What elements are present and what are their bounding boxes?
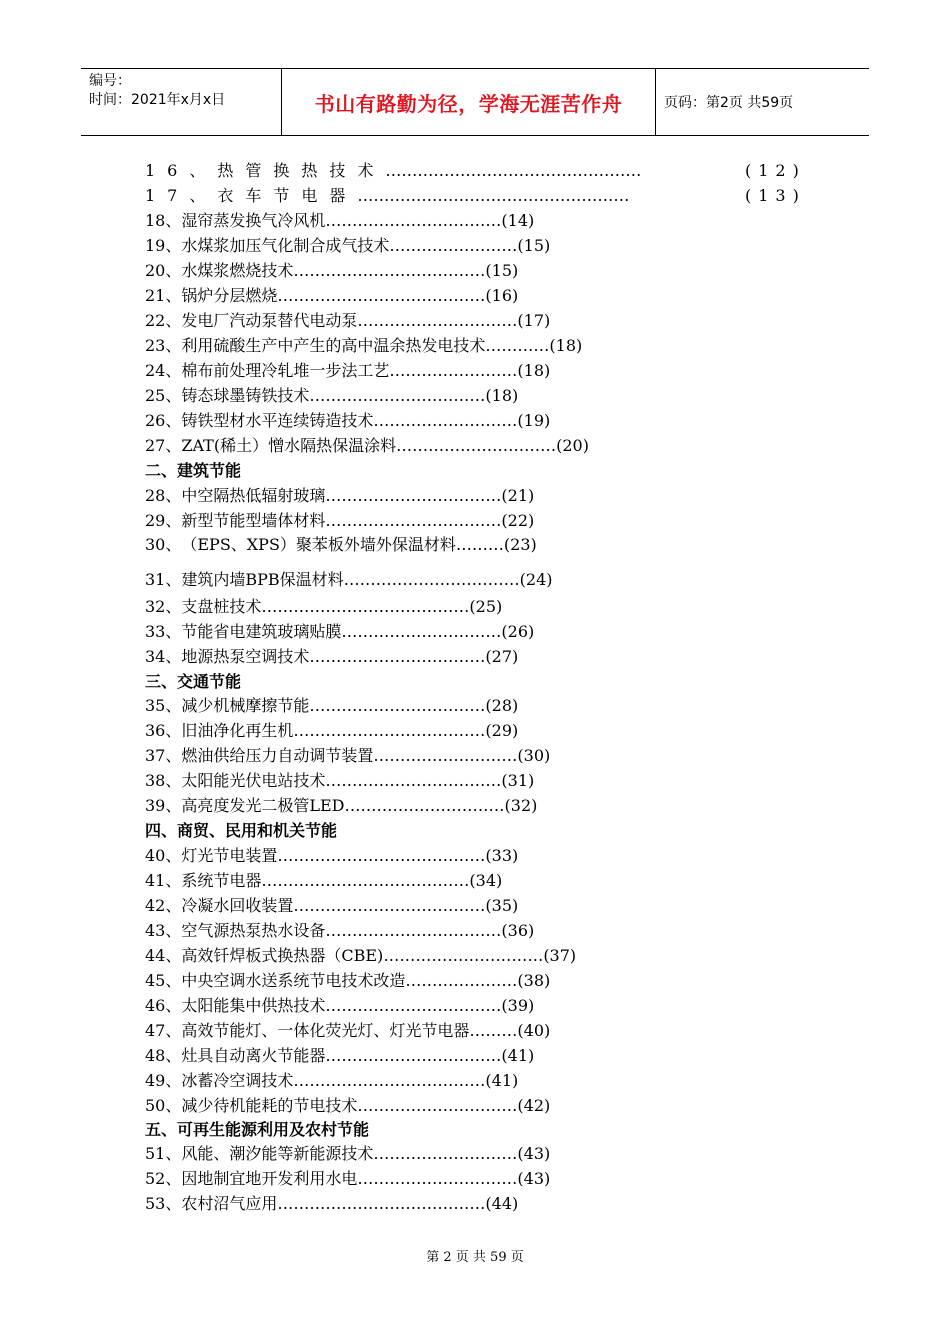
toc-entry-page: (38) [517,971,551,990]
toc-entry-number: 19、 [145,236,182,255]
toc-entry-leader: …………………………… [325,996,502,1015]
toc-entry-page: (41) [485,1071,519,1090]
toc-entry-number: 44、 [145,946,182,965]
toc-entry-leader: ……………………… [373,1144,518,1163]
toc-entry-leader: …………………………… [325,1046,502,1065]
toc-entry[interactable] [145,310,550,332]
toc-entry-leader: ……………………………… [293,1071,486,1090]
toc-entry[interactable] [145,695,518,717]
toc-entry-title: 中空隔热低辐射玻璃 [181,486,326,505]
toc-entry-leader: ………………… [405,971,518,990]
toc-entry-page: (17) [517,311,551,330]
toc-entry[interactable] [145,210,534,232]
toc-entry-leader: ………………………… [357,311,518,330]
toc-entry-leader: ……………………………… [293,261,486,280]
toc-entry-title: 因地制宜地开发利用水电 [181,1169,358,1188]
toc-entry-page: (41) [501,1046,535,1065]
toc-entry[interactable] [145,435,589,457]
toc-entry-title: 减少待机能耗的节电技术 [181,1096,358,1115]
toc-entry-number: 52、 [145,1169,182,1188]
toc-entry-title: 热管换热技术 [217,161,386,180]
toc-entry-title: 灯光节电装置 [181,846,278,865]
toc-entry-leader: ……………………… [373,411,518,430]
toc-entry-leader: ………………………… [396,436,557,455]
toc-entry-page: (15) [517,236,551,255]
toc-entry-leader: ………………………………… [261,871,470,890]
toc-entry[interactable] [145,360,550,382]
toc-entry-leader: …………………………… [309,386,486,405]
toc-section-heading: 四、商贸、民用和机关节能 [145,821,338,840]
toc-entry[interactable] [145,1143,550,1165]
toc-entry-number: 31、 [145,570,182,589]
toc-entry[interactable] [145,510,534,532]
toc-entry-number: 17、 [145,186,218,205]
toc-entry-leader: ……… [455,535,504,554]
page-footer: 第 2 页 共 59 页 [426,1250,524,1265]
toc-entry-page: (30) [517,746,551,765]
toc-entry-page: (33) [485,846,519,865]
toc-entry-page: (20) [556,436,589,455]
toc-entry-title: 节能省电建筑玻璃贴膜 [181,622,342,641]
toc-entry-page: (18) [549,336,583,355]
toc-entry-leader: ………………………………… [277,1194,486,1213]
toc-entry-leader: ……………………………… [293,896,486,915]
toc-entry-number: 18、 [145,211,182,230]
toc-entry-title: 建筑内墙BPB保温材料 [181,570,344,589]
toc-entry-page: (42) [517,1096,551,1115]
toc-entry-number: 27、 [145,436,182,455]
toc-entry-number: 22、 [145,311,182,330]
toc-entry[interactable] [145,795,537,817]
toc-entry-page: (22) [501,511,535,530]
toc-entry-title: 发电厂汽动泵替代电动泵 [181,311,358,330]
toc-entry[interactable] [145,995,534,1017]
toc-entry-page: (18) [517,361,551,380]
toc-entry-title: 铸铁型材水平连续铸造技术 [181,411,374,430]
toc-entry[interactable] [145,895,518,917]
toc-entry-title: 新型节能型墙体材料 [181,511,326,530]
toc-entry-title: 冰蓄冷空调技术 [181,1071,294,1090]
toc-entry-title: 衣车节电器 [217,186,358,205]
toc-entry-leader: ……………………… [373,746,518,765]
toc-entry-leader: ………………………………… [277,846,486,865]
toc-entry-title: 太阳能集中供热技术 [181,996,326,1015]
toc-entry-leader: …………………… [389,361,518,380]
toc-entry-number: 25、 [145,386,182,405]
toc-entry-leader: ………………………… [383,946,544,965]
toc-entry[interactable] [145,1045,534,1067]
toc-entry-number: 51、 [145,1144,182,1163]
toc-entry-number: 26、 [145,411,182,430]
toc-entry[interactable] [145,945,576,967]
toc-entry-title: 铸态球墨铸铁技术 [181,386,310,405]
toc-entry-number: 21、 [145,286,182,305]
toc-entry[interactable] [145,335,582,357]
toc-entry-title: 锅炉分层燃烧 [181,286,278,305]
toc-entry-page: (36) [501,921,535,940]
toc-entry-number: 32、 [145,597,182,616]
toc-entry-page: (28) [485,696,519,715]
toc-entry-number: 45、 [145,971,182,990]
toc-entry-title: 棉布前处理冷轧堆一步法工艺 [181,361,390,380]
number-label: 编号： [89,73,131,89]
toc-entry-leader: ………………………… [357,1096,518,1115]
toc-entry[interactable] [145,485,534,507]
toc-entry-number: 29、 [145,511,182,530]
toc-entry-page: (37) [543,946,577,965]
toc-entry-title: 高亮度发光二极管LED [181,796,345,815]
toc-entry-page: (25) [469,597,503,616]
toc-entry[interactable] [145,970,550,992]
toc-entry-number: 46、 [145,996,182,1015]
toc-section-heading: 二、建筑节能 [145,461,242,480]
toc-section-heading: 三、交通节能 [145,672,242,691]
toc-entry-number: 23、 [145,336,182,355]
toc-entry-page: (43) [517,1144,551,1163]
toc-entry-page: (24) [519,570,553,589]
toc-entry-leader: …………………………… [325,771,502,790]
toc-entry-leader: ………………………… [344,796,505,815]
toc-entry-page: (31) [501,771,535,790]
toc-entry-leader: …………………………… [325,921,502,940]
toc-entry-title: 湿帘蒸发换气冷风机 [181,211,326,230]
toc-entry[interactable] [145,569,553,591]
toc-entry-title: 高效节能灯、一体化荧光灯、灯光节电器 [181,1021,470,1040]
toc-entry-leader: ………………………………… [277,286,486,305]
toc-entry-page: (14) [501,211,535,230]
toc-entry-number: 35、 [145,696,182,715]
toc-entry-number: 20、 [145,261,182,280]
toc-entry-leader: …………………………… [325,211,502,230]
toc-entry[interactable] [145,720,518,742]
toc-entry-title: 高效钎焊板式换热器（CBE) [181,946,384,965]
toc-entry-leader: …………………… [389,236,518,255]
toc-entry-leader: ………………………………………… [385,161,642,180]
toc-entry[interactable] [145,920,534,942]
toc-entry-leader: …………………………… [309,647,486,666]
toc-section-heading: 五、可再生能源利用及农村节能 [145,1120,370,1139]
toc-entry-page: (13) [745,186,806,205]
toc-entry-title: 燃油供给压力自动调节装置 [181,746,374,765]
toc-entry-title: （EPS、XPS）聚苯板外墙外保温材料 [181,535,456,554]
toc-entry-title: 系统节电器 [181,871,262,890]
toc-entry[interactable] [145,621,534,643]
toc-entry-number: 43、 [145,921,182,940]
toc-entry-title: 空气源热泵热水设备 [181,921,326,940]
toc-entry-number: 37、 [145,746,182,765]
toc-entry-number: 28、 [145,486,182,505]
toc-entry-number: 41、 [145,871,182,890]
toc-entry-page: (32) [504,796,538,815]
toc-entry-leader: …………………………… [325,486,502,505]
toc-entry-leader: …………………………………………… [357,186,630,205]
toc-entry[interactable] [145,1168,550,1190]
toc-entry-title: 灶具自动离火节能器 [181,1046,326,1065]
toc-entry-leader: ………… [485,336,550,355]
toc-entry-page: (43) [517,1169,551,1188]
toc-entry-title: 水煤浆加压气化制合成气技术 [181,236,390,255]
toc-entry-number: 16、 [145,161,218,180]
toc-entry-page: (15) [485,261,519,280]
toc-entry[interactable] [145,1020,550,1042]
toc-entry-leader: ………………………… [357,1169,518,1188]
toc-entry-number: 40、 [145,846,182,865]
toc-entry-page: (21) [501,486,535,505]
toc-entry[interactable] [145,160,806,182]
toc-entry[interactable] [145,1193,518,1215]
toc-entry-leader: ……… [469,1021,518,1040]
toc-entry-title: 水煤浆燃烧技术 [181,261,294,280]
toc-entry-page: (23) [503,535,537,554]
toc-entry-number: 24、 [145,361,182,380]
toc-entry-number: 30、 [145,535,182,554]
toc-entry[interactable] [145,1095,550,1117]
toc-entry-page: (18) [485,386,519,405]
toc-entry[interactable] [145,235,550,257]
toc-entry-page: (29) [485,721,519,740]
toc-entry-title: 农村沼气应用 [181,1194,278,1213]
toc-entry-number: 47、 [145,1021,182,1040]
toc-entry-page: (27) [485,647,519,666]
toc-entry-title: 支盘桩技术 [181,597,262,616]
header-motto: 书山有路勤为径，学海无涯苦作舟 [282,69,656,135]
toc-entry-number: 39、 [145,796,182,815]
toc-entry[interactable] [145,745,550,767]
toc-entry-leader: …………………………… [325,511,502,530]
toc-entry-page: (44) [485,1194,519,1213]
toc-entry-number: 36、 [145,721,182,740]
toc-entry-title: 旧油净化再生机 [181,721,294,740]
toc-entry-number: 50、 [145,1096,182,1115]
toc-entry-title: 地源热泵空调技术 [181,647,310,666]
date-label: 时间：2021年x月x日 [89,92,226,108]
toc-entry-page: (16) [485,286,519,305]
header-page-info: 页码：第2页 共59页 [664,95,794,111]
toc-entry[interactable] [145,596,502,618]
toc-entry[interactable] [145,285,518,307]
toc-entry[interactable] [145,870,502,892]
toc-entry-leader: ……………………………… [293,721,486,740]
toc-entry-leader: ………………………………… [261,597,470,616]
toc-entry[interactable] [145,770,534,792]
toc-entry-title: 中央空调水送系统节电技术改造 [181,971,406,990]
toc-entry-title: 利用硫酸生产中产生的高中温余热发电技术 [181,336,486,355]
toc-entry-page: (35) [485,896,519,915]
toc-entry-number: 49、 [145,1071,182,1090]
toc-entry-number: 53、 [145,1194,182,1213]
toc-entry[interactable] [145,385,518,407]
toc-entry-leader: …………………………… [343,570,520,589]
toc-entry-title: 冷凝水回收装置 [181,896,294,915]
toc-entry-page: (19) [517,411,551,430]
toc-entry-number: 42、 [145,896,182,915]
toc-entry-page: (39) [501,996,535,1015]
toc-entry[interactable] [145,646,518,668]
toc-entry[interactable] [145,260,518,282]
toc-entry-page: (40) [517,1021,551,1040]
toc-entry-title: 风能、潮汐能等新能源技术 [181,1144,374,1163]
toc-entry[interactable] [145,185,806,207]
toc-entry-page: (26) [501,622,535,641]
toc-entry-number: 48、 [145,1046,182,1065]
toc-entry-leader: ………………………… [341,622,502,641]
toc-entry-number: 34、 [145,647,182,666]
toc-entry-number: 33、 [145,622,182,641]
toc-entry-leader: …………………………… [309,696,486,715]
toc-entry[interactable] [145,845,518,867]
toc-entry-page: (34) [469,871,503,890]
toc-entry[interactable] [145,534,537,556]
toc-entry-number: 38、 [145,771,182,790]
toc-entry-title: ZAT(稀土）憎水隔热保温涂料 [181,436,397,455]
toc-entry[interactable] [145,1070,518,1092]
toc-entry-title: 减少机械摩擦节能 [181,696,310,715]
toc-entry-title: 太阳能光伏电站技术 [181,771,326,790]
toc-entry-page: (12) [745,161,806,180]
toc-entry[interactable] [145,410,550,432]
